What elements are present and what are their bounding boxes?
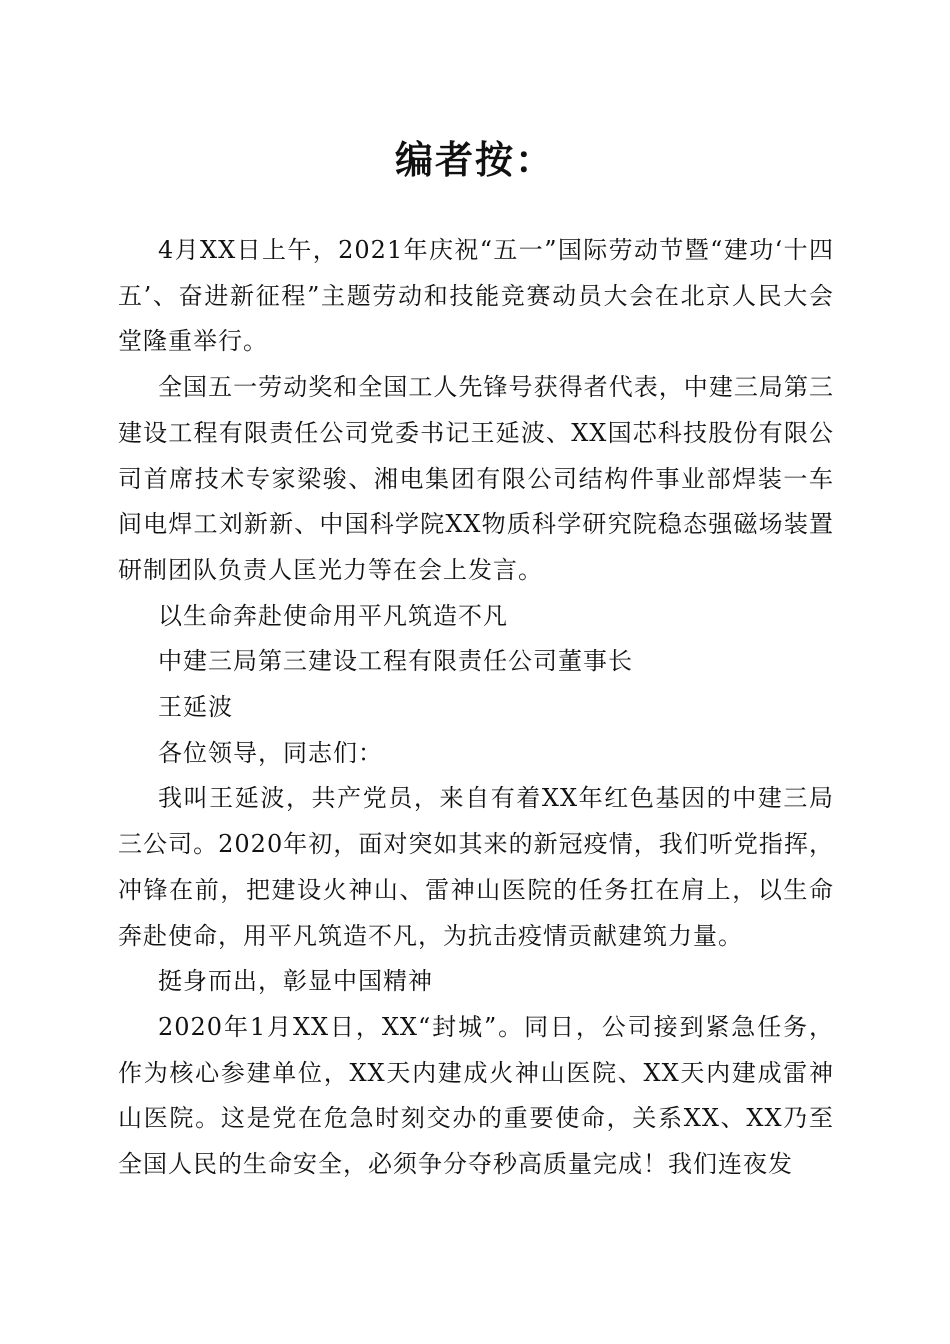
document-title: 编者按：	[394, 137, 555, 182]
section-heading: 挺身而出，彰显中国精神	[158, 967, 433, 996]
speaker-name: 王延波	[158, 693, 233, 722]
paragraph-intro: 4月XX日上午，2021年庆祝“五一”国际劳动节暨“建功‘十四五’、奋进新征程”主题劳动和技能竞赛动员大会在北京人民大会堂隆重举行。	[118, 236, 834, 356]
speech-title: 以生命奔赴使命用平凡筑造不凡	[158, 601, 508, 630]
speaker-position: 中建三局第三建设工程有限责任公司董事长	[158, 647, 633, 676]
paragraph-self-intro: 我叫王延波，共产党员，来自有着XX年红色基因的中建三局三公司。2020年初，面对突如其来的新冠疫情，我们听党指挥，冲锋在前，把建设火神山、雷神山医院的任务扛在肩上，以生命奔赴使命，用平凡筑造不凡，为抗击疫情贡献建筑力量。	[118, 784, 834, 950]
document-body	[118, 228, 834, 1188]
salutation: 各位领导，同志们：	[158, 738, 383, 767]
paragraph-mission: 2020年1月XX日，XX“封城”。同日，公司接到紧急任务，作为核心参建单位，XX天内建成火神山医院、XX天内建成雷神山医院。这是党在危急时刻交办的重要使命，关系XX、XX乃至全国人民的生命安全，必须争分夺秒高质量完成！我们连夜发	[118, 1012, 834, 1179]
paragraph-speakers: 全国五一劳动奖和全国工人先锋号获得者代表，中建三局第三建设工程有限责任公司党委书记王延波、XX国芯科技股份有限公司首席技术专家梁骏、湘电集团有限公司结构件事业部焊装一车间电焊工刘新新、中国科学院XX物质科学研究院稳态强磁场装置研制团队负责人匡光力等在会上发言。	[118, 373, 834, 584]
